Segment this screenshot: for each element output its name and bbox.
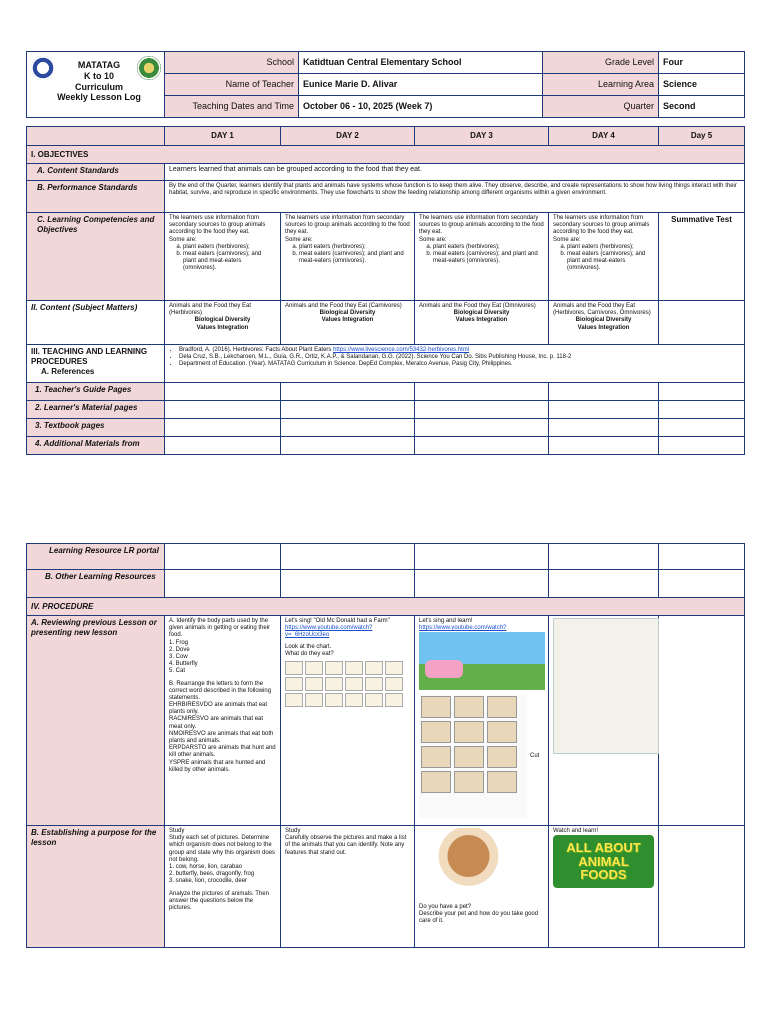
day1-header: DAY 1 [165, 127, 281, 146]
content-label: II. Content (Subject Matters) [27, 301, 165, 345]
performance-standards-label: B. Performance Standards [27, 181, 165, 213]
content-standards-label: A. Content Standards [27, 164, 165, 181]
day3-header: DAY 3 [415, 127, 549, 146]
competency-day2: The learners use information from secondary sources to group animals according to the food they eat. Some are: a. plant eaters (herbivores); b. meat eaters (carnivores); and plant and meat-eaters (omnivores). [281, 213, 415, 301]
school-label: School [165, 52, 299, 74]
competency-day1: The learners use information from secondary sources to group animals according to the food they eat. Some are: a. plant eaters (herbivores); b. meat eaters (carnivores); and plant and meat-eaters (omnivores). [165, 213, 281, 301]
animal-sorting-worksheet-image [553, 618, 659, 754]
content-standards-text: Learners learned that animals can be grouped according to the food that they eat. [165, 164, 745, 181]
header-table [26, 51, 745, 118]
reviewing-day2: Let's sing! "Old Mc Donald had a Farm" https://www.youtube.com/watch?v=_6HzoUcx3eo Look at the chart. What do they eat? [281, 616, 415, 826]
day5-summative: Summative Test [659, 213, 745, 301]
performance-standards-text: By the end of the Quarter, learners identify that plants and animals have systems whose function is to keep them alive. They observe, describe, and create representations to show how living things interact with their habitat, survive, and reproduce in specific environments. They use flowcharts to show the feeding relationship among different organisms within a given environment. [165, 181, 745, 213]
procedure-heading: IV. PROCEDURE [27, 598, 745, 616]
lesson-log-table-continued [26, 543, 745, 948]
cut-out-worksheet-image [419, 694, 527, 818]
content-day3: Animals and the Food they Eat (Omnivores) Biological Diversity Values Integration [415, 301, 549, 345]
cut-label: Cut [530, 752, 540, 759]
competency-day3: The learners use information from secondary sources to group animals according to the food they eat. Some are: a. plant eaters (herbivores); b. meat eaters (carnivores); and plant and meat-eaters (omnivores). [415, 213, 549, 301]
learners-material-label: 2. Learner's Material pages [27, 401, 165, 419]
objectives-heading: I. OBJECTIVES [27, 146, 745, 164]
reviewing-day1: A. Identify the body parts used by the given animals in getting or eating their food. 1. Frog 2. Dove 3. Cow 4. Butterfly 5. Cat B. Rearrange the letters to form the correct word described in the following statements. EHRBIRESVDO are animals that eat plants only. RACNIRESVO are animals that eat meat only. NMOIRESVO are animals that eat both plants and animals. ERPDARSTO are animals that hunt and kill other animals. YSPRE animals that are hunted and killed by other animals. [165, 616, 281, 826]
teachers-guide-label: 1. Teacher's Guide Pages [27, 383, 165, 401]
food-chart-image [285, 661, 410, 707]
competencies-label: C. Learning Competencies and Objectives [27, 213, 165, 301]
reviewing-day3: Let's sing and learn! https://www.youtube.com/watch? Cut [415, 616, 549, 826]
establishing-day1: Study Study each set of pictures. Determine which organism does not belong to the group and state why this organism does not belong. 1. cow, horse, lion, carabao 2. butterfly, bees, dragonfly, frog 3. snake, lion, crocodile, deer Analyze the pictures of animals. Then answer the questions below the pictures. [165, 826, 281, 948]
content-day1: Animals and the Food they Eat (Herbivores) Biological Diversity Values Integration [165, 301, 281, 345]
lr-portal-label: Learning Resource LR portal [27, 544, 165, 570]
pets-photo-image [419, 828, 529, 898]
day4-header: DAY 4 [549, 127, 659, 146]
dates-value: October 06 - 10, 2025 (Week 7) [299, 96, 543, 118]
day2-header: DAY 2 [281, 127, 415, 146]
grade-value: Four [659, 52, 745, 74]
references-list: • Bradford, A. (2016). Herbivores: Facts About Plant Eaters https://www.livescience.com/53432-herbivores.html • Dela Cruz, S.B., Lekcharoen, M.L., Guia, G.R., Ortiz, K.A.P., & Salandanan, G.G. (2022). Science You Can Do. Sibs Publishing House, Inc. p. 118-2 • Department of Education. (Year). MATATAG Curriculum in Science. DepEd Complex, Meralco Avenue, Pasig City, Philippines. [165, 345, 745, 383]
day5-header: Day 5 [659, 127, 745, 146]
song-link[interactable]: https://www.youtube.com/watch?v=_6HzoUcx3eo [285, 625, 373, 639]
zoo-cartoon-image [419, 632, 545, 690]
reference-link[interactable]: https://www.livescience.com/53432-herbivores.html [333, 347, 470, 353]
quarter-label: Quarter [543, 96, 659, 118]
establishing-day2: Study Carefully observe the pictures and make a list of the animals that you can identify. Note any features that stand out. [281, 826, 415, 948]
video-link[interactable]: https://www.youtube.com/watch? [419, 625, 507, 632]
references-label: III. TEACHING AND LEARNING PROCEDURES A. References [27, 345, 165, 383]
other-resources-label: B. Other Learning Resources [27, 570, 165, 598]
grade-label: Grade Level [543, 52, 659, 74]
content-day4: Animals and the Food they Eat (Herbivores, Carnivores, Omnivores) Biological Diversity Values Integration [549, 301, 659, 345]
school-value: Katidtuan Central Elementary School [299, 52, 543, 74]
dates-label: Teaching Dates and Time [165, 96, 299, 118]
content-day2: Animals and the Food they Eat (Carnivores) Biological Diversity Values Integration [281, 301, 415, 345]
teacher-label: Name of Teacher [165, 74, 299, 96]
quarter-value: Second [659, 96, 745, 118]
reviewing-label: A. Reviewing previous Lesson or presenting new lesson [27, 616, 165, 826]
establishing-label: B. Establishing a purpose for the lesson [27, 826, 165, 948]
additional-materials-label: 4. Additional Materials from [27, 437, 165, 455]
competency-day4: The learners use information from secondary sources to group animals according to the food they eat. Some are: a. plant eaters (herbivores); b. meat eaters (carnivores); and plant and meat-eaters (omnivores). [549, 213, 659, 301]
establishing-day4: Watch and learn! ALL ABOUT ANIMAL FOODS [549, 826, 659, 948]
reviewing-day4 [549, 616, 659, 826]
teacher-value: Eunice Marie D. Alivar [299, 74, 543, 96]
lesson-log-table [26, 126, 745, 455]
textbook-pages-label: 3. Textbook pages [27, 419, 165, 437]
area-label: Learning Area [543, 74, 659, 96]
area-value: Science [659, 74, 745, 96]
header-title: MATATAG K to 10 Curriculum Weekly Lesson Log [57, 60, 141, 103]
establishing-day3: Do you have a pet? Describe your pet and how do you take good care of it. [415, 826, 549, 948]
animal-foods-video-thumbnail[interactable]: ALL ABOUT ANIMAL FOODS [553, 835, 654, 888]
